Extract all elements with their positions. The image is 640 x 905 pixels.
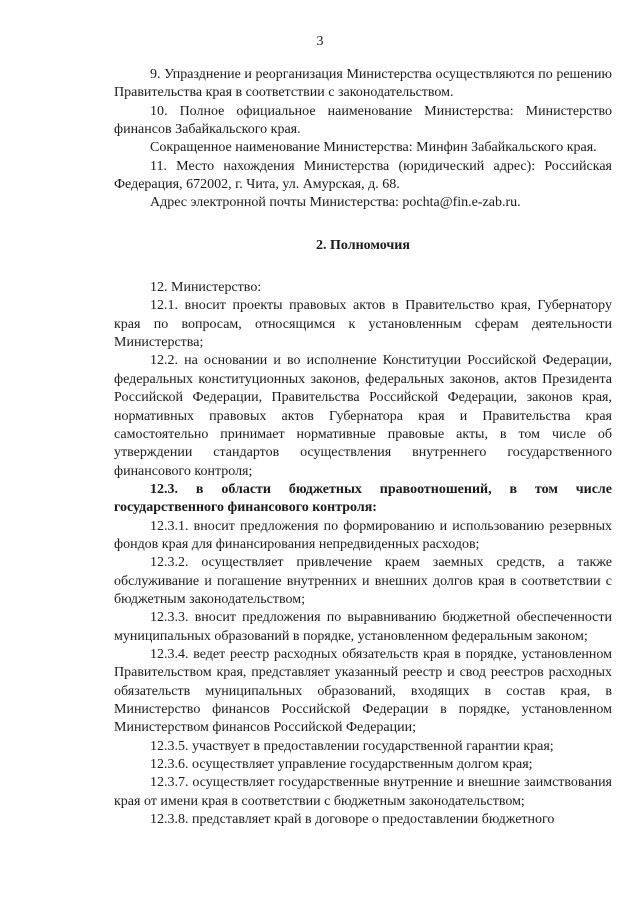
paragraph-12-3-2: 12.3.2. осуществляет привлечение краем заемных средств, а также обслуживание и погашение внутренних и внешних долгов края в соответствии с бюджетным законодательством; — [114, 555, 612, 607]
paragraph-12-3-6: 12.3.6. осуществляет управление государственным долгом края; — [150, 757, 533, 773]
page-number: 3 — [316, 34, 324, 49]
paragraph-11: 11. Место нахождения Министерства (юридический адрес): Российская Федерация, 672002, г. Чита, ул. Амурская, д. 68. — [114, 158, 612, 193]
paragraph-10: 10. Полное официальное наименование Министерства: Министерство финансов Забайкальского края. — [114, 103, 612, 138]
paragraph-12-3: 12.3. в области бюджетных правоотношений, в том числе государственного финансового контроля: — [114, 481, 612, 516]
paragraph-12-1: 12.1. вносит проекты правовых актов в Правительство края, Губернатору края по вопросам, относящимся к установленным сферам деятельности Министерства; — [114, 298, 612, 351]
paragraph-short-name: Сокращенное наименование Министерства: Минфин Забайкальского края. — [150, 140, 597, 156]
paragraph-12-3-1: 12.3.1. вносит предложения по формированию и использованию резервных фондов края для финансирования непредвиденных расходов; — [114, 518, 612, 552]
paragraph-12-3-7: 12.3.7. осуществляет государственные внутренние и внешние заимствования края от имени края в соответствии с бюджетным законодательством; — [114, 775, 612, 809]
section-title: 2. Полномочия — [316, 237, 410, 253]
paragraph-12: 12. Министерство: — [150, 280, 262, 296]
paragraph-12-3-4: 12.3.4. ведет реестр расходных обязательств края в порядке, установленном Правительством края, представляет указанный реестр и свод реестров расходных обязательств муниципальных образований, входящих в состав края, в Министерство финансов Российской Федерации в порядке, установленном Министерством финансов Российской Федерации; — [114, 646, 612, 736]
paragraph-12-3-5: 12.3.5. участвует в предоставлении государственной гарантии края; — [150, 738, 554, 754]
paragraph-email: Адрес электронной почты Министерства: pochta@fin.e-zab.ru. — [150, 195, 521, 211]
paragraph-12-2: 12.2. на основании и во исполнение Конституции Российской Федерации, федеральных конституционных законов, федеральных законов, актов Президента Российской Федерации, Правительства Российской Федерации, законов края, нормативных правовых актов Губернатора края и Правительства края самостоятельно принимает нормативные правовые акты, в том числе об утверждении стандартов осуществления внутреннего государственного финансового контроля; — [114, 353, 612, 479]
paragraph-12-3-8: 12.3.8. представляет край в договоре о предоставлении бюджетного — [150, 812, 555, 828]
paragraph-9: 9. Упразднение и реорганизация Министерства осуществляются по решению Правительства края в соответствии с законодательством. — [114, 67, 612, 101]
document-body — [114, 66, 612, 829]
paragraph-12-3-3: 12.3.3. вносит предложения по выравниванию бюджетной обеспеченности муниципальных образований в порядке, установленном федеральным законом; — [114, 610, 612, 644]
